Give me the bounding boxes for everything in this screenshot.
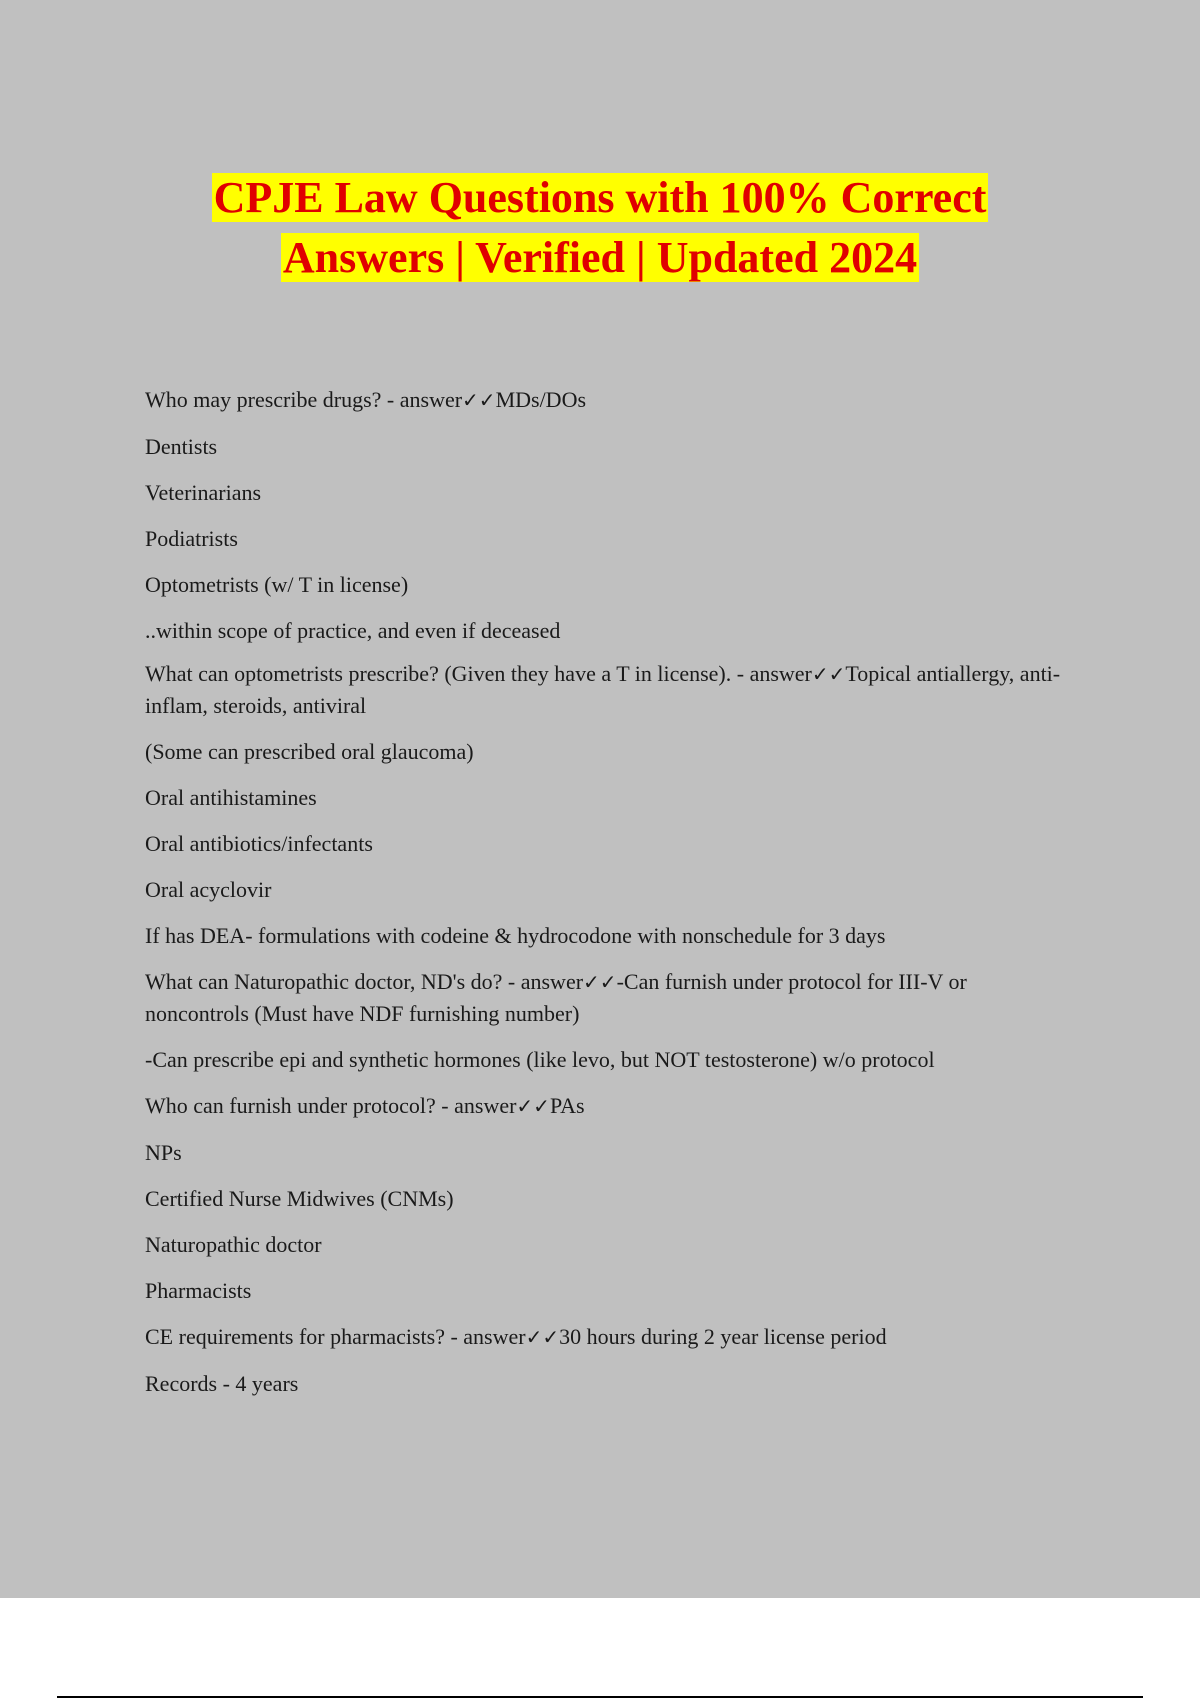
double-check-icon: ✓✓ <box>525 1325 560 1349</box>
list-item: -Can prescribe epi and synthetic hormones (like levo, but NOT testosterone) w/o protocol <box>145 1047 935 1072</box>
answer-text: -Can furnish under protocol for III-V or noncontrols (Must have NDF furnishing number) <box>145 969 967 1026</box>
list-item: (Some can prescribed oral glaucoma) <box>145 739 474 764</box>
qa-content <box>145 384 1065 1414</box>
qa-line <box>145 384 1065 416</box>
qa-line <box>145 1321 1065 1353</box>
qa-line <box>145 658 1065 721</box>
list-item: Pharmacists <box>145 1278 252 1303</box>
list-item: Podiatrists <box>145 526 238 551</box>
list-item: NPs <box>145 1140 182 1165</box>
list-item: Optometrists (w/ T in license) <box>145 572 409 597</box>
double-check-icon: ✓✓ <box>583 970 617 994</box>
answer-text: 30 hours during 2 year license period <box>559 1324 887 1349</box>
answer-text: MDs/DOs <box>495 387 587 412</box>
double-check-icon: ✓✓ <box>462 388 496 412</box>
list-item: Dentists <box>145 434 218 459</box>
list-item: Oral antihistamines <box>145 785 317 810</box>
document-title <box>0 168 1200 288</box>
list-item: Veterinarians <box>145 480 262 505</box>
list-item: Naturopathic doctor <box>145 1232 322 1257</box>
qa-line <box>145 1090 1065 1122</box>
question-text: What can Naturopathic doctor, ND's do? - answer <box>145 969 584 994</box>
question-text: Who may prescribe drugs? - answer <box>145 387 463 412</box>
question-text: What can optometrists prescribe? (Given they have a T in license). - answer <box>145 661 812 686</box>
qa-line <box>145 966 1065 1029</box>
list-item: Oral acyclovir <box>145 877 272 902</box>
question-text: CE requirements for pharmacists? - answer <box>145 1324 526 1349</box>
list-item: Certified Nurse Midwives (CNMs) <box>145 1186 454 1211</box>
answer-text: Topical antiallergy, anti-inflam, steroids, antiviral <box>145 661 1061 718</box>
question-text: Who can furnish under protocol? - answer <box>145 1093 517 1118</box>
list-item: If has DEA- formulations with codeine & hydrocodone with nonschedule for 3 days <box>145 923 886 948</box>
footer-divider <box>57 1696 1143 1698</box>
list-item: ..within scope of practice, and even if deceased <box>145 618 561 643</box>
title-line-2: Answers | Verified | Updated 2024 <box>282 233 918 282</box>
answer-text: PAs <box>549 1093 585 1118</box>
title-line-1: CPJE Law Questions with 100% Correct <box>213 173 987 222</box>
double-check-icon: ✓✓ <box>516 1094 550 1118</box>
list-item: Oral antibiotics/infectants <box>145 831 373 856</box>
double-check-icon: ✓✓ <box>811 662 846 686</box>
list-item: Records - 4 years <box>145 1371 299 1396</box>
